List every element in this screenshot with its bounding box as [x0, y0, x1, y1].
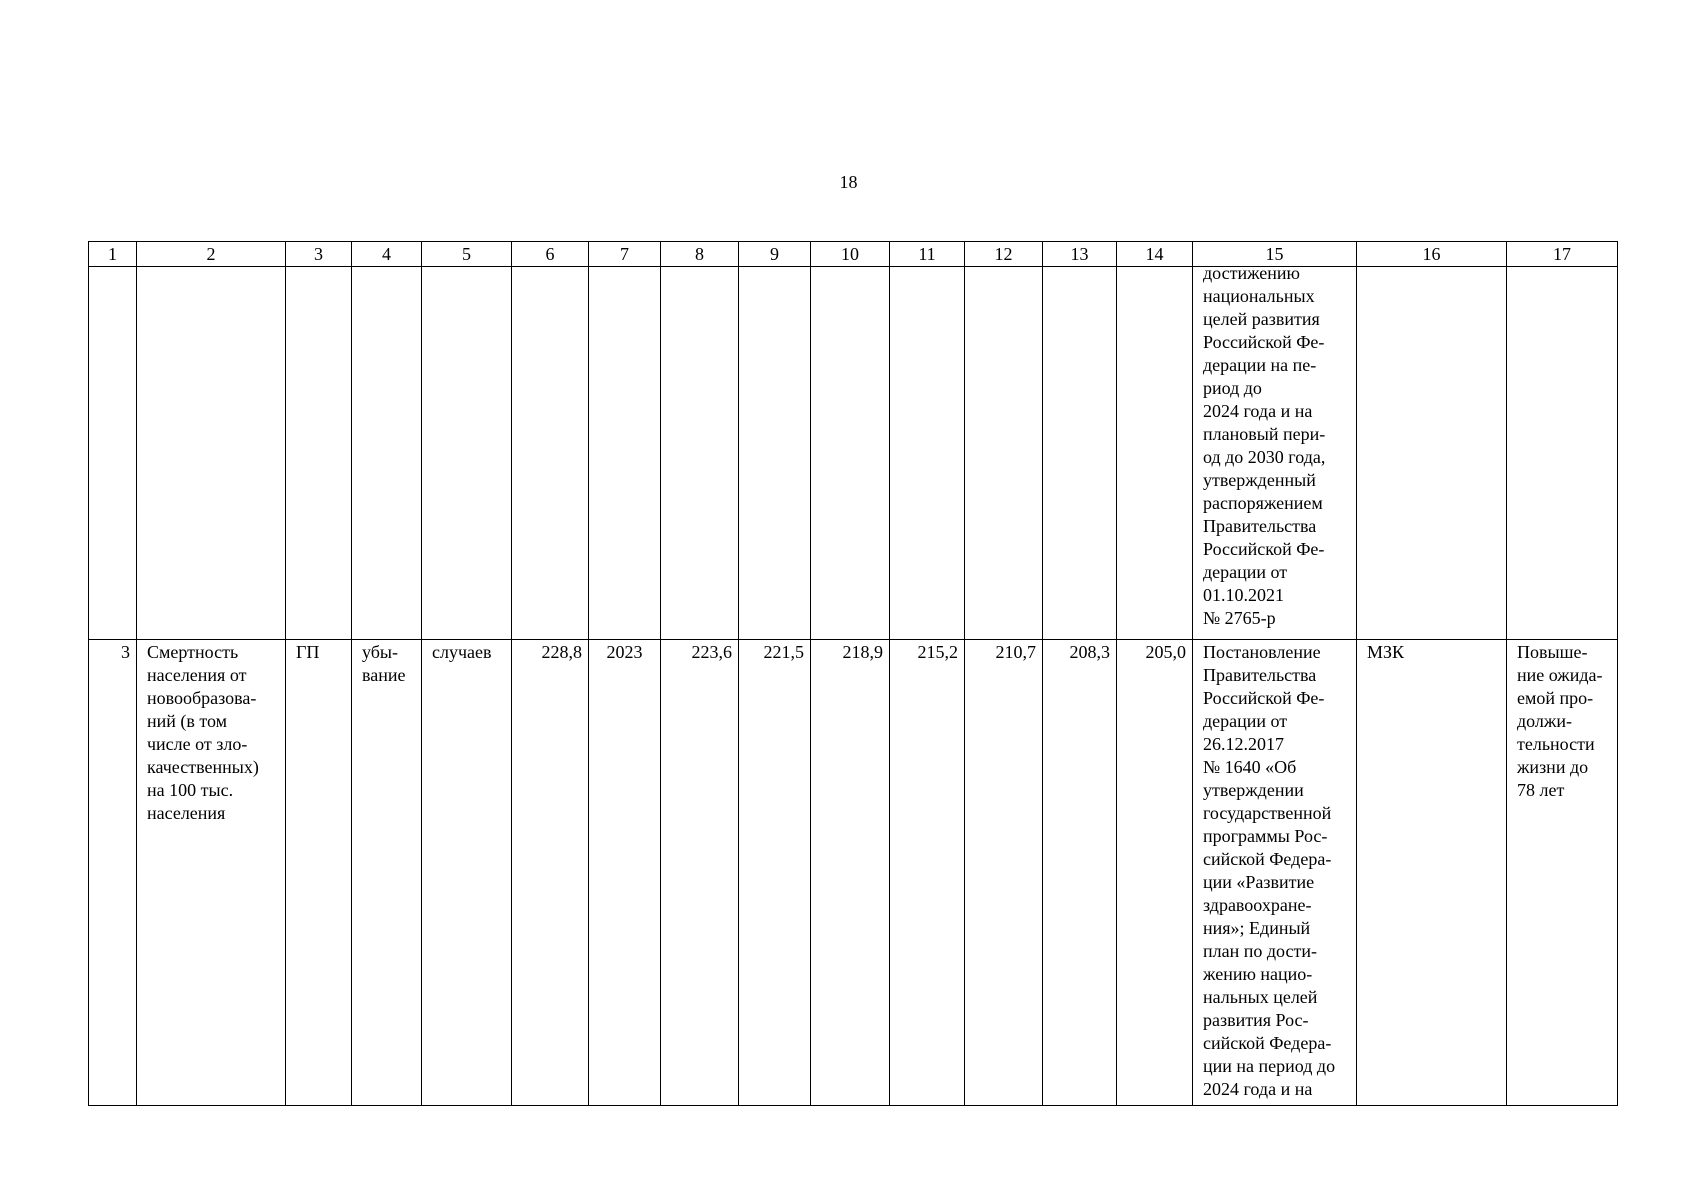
table-cell: [811, 267, 890, 640]
row-number: 3: [89, 640, 137, 1106]
header-cell: 6: [512, 242, 589, 267]
trend-text: [362, 641, 415, 687]
text-line: 26.12.2017: [1203, 734, 1284, 754]
value-cell: 218,9: [811, 640, 890, 1106]
value-cell: 208,3: [1043, 640, 1117, 1106]
legal-basis-cell: [1193, 267, 1357, 640]
text-line: национальных: [1203, 286, 1315, 306]
table-row: [89, 640, 1618, 1106]
header-cell: 7: [589, 242, 661, 267]
header-cell: 14: [1117, 242, 1193, 267]
header-cell: 11: [890, 242, 965, 267]
text-line: Повыше-: [1517, 642, 1588, 662]
text-line: числе от зло-: [147, 734, 248, 754]
base-year: 2023: [589, 640, 661, 1106]
text-line: сийской Федера-: [1203, 1033, 1332, 1053]
text-line: № 2765-р: [1203, 608, 1276, 628]
value-cell: 223,6: [661, 640, 739, 1106]
text-line: Смертность: [147, 642, 239, 662]
text-line: дерации от: [1203, 562, 1288, 582]
header-cell: 1: [89, 242, 137, 267]
text-line: Российской Фе-: [1203, 332, 1325, 352]
legal-basis-text: [1203, 267, 1350, 631]
table-row-continuation: [89, 267, 1618, 640]
header-cell: 2: [137, 242, 286, 267]
table-cell: [890, 267, 965, 640]
legal-basis-text: [1203, 641, 1350, 1101]
text-line: од до 2030 года,: [1203, 447, 1326, 467]
table-cell: [137, 267, 286, 640]
text-line: на 100 тыс.: [147, 780, 234, 800]
table-cell: [1043, 267, 1117, 640]
text-line: 78 лет: [1517, 780, 1565, 800]
text-line: здравоохране-: [1203, 895, 1312, 915]
text-line: утвержденный: [1203, 470, 1316, 490]
table-cell: [286, 267, 352, 640]
header-cell: 5: [422, 242, 512, 267]
text-line: ния»; Единый: [1203, 918, 1311, 938]
table-cell: [352, 267, 422, 640]
header-cell: 9: [739, 242, 811, 267]
table-cell: [422, 267, 512, 640]
value-cell: 205,0: [1117, 640, 1193, 1106]
text-line: целей развития: [1203, 309, 1320, 329]
table-cell: [965, 267, 1043, 640]
value-cell: 221,5: [739, 640, 811, 1106]
table-cell: [1117, 267, 1193, 640]
header-cell: 4: [352, 242, 422, 267]
trend-cell: [352, 640, 422, 1106]
text-line: достижению: [1203, 266, 1300, 283]
text-line: новообразова-: [147, 688, 257, 708]
table-cell: [89, 267, 137, 640]
table-cell: [1357, 267, 1507, 640]
text-line: жению нацио-: [1203, 964, 1313, 984]
header-cell: 16: [1357, 242, 1507, 267]
text-line: Российской Фе-: [1203, 688, 1325, 708]
text-line: утверждении: [1203, 780, 1304, 800]
level-cell: ГП: [286, 640, 352, 1106]
indicator-name-text: [147, 641, 279, 825]
text-line: нальных целей: [1203, 987, 1318, 1007]
unit-cell: случаев: [422, 640, 512, 1106]
text-line: ции «Развитие: [1203, 872, 1315, 892]
legal-basis-cell: [1193, 640, 1357, 1106]
table-cell: [589, 267, 661, 640]
text-line: план по дости-: [1203, 941, 1317, 961]
text-line: развития Рос-: [1203, 1010, 1309, 1030]
text-line: дерации от: [1203, 711, 1288, 731]
text-line: населения: [147, 803, 226, 823]
header-cell: 13: [1043, 242, 1117, 267]
indicator-name: [137, 640, 286, 1106]
table-cell: [512, 267, 589, 640]
text-line: дерации на пе-: [1203, 355, 1317, 375]
table-cell: [739, 267, 811, 640]
text-line: Правительства: [1203, 665, 1317, 685]
text-line: 2024 года и на: [1203, 1079, 1313, 1099]
indicators-table: [88, 241, 1618, 1106]
text-line: № 1640 «Об: [1203, 757, 1297, 777]
text-line: плановый пери-: [1203, 424, 1326, 444]
table-header-row: [89, 242, 1618, 267]
text-line: вание: [362, 665, 406, 685]
base-value: 228,8: [512, 640, 589, 1106]
text-line: жизни до: [1517, 757, 1589, 777]
text-line: тельности: [1517, 734, 1595, 754]
text-line: риод до: [1203, 378, 1262, 398]
header-cell: 12: [965, 242, 1043, 267]
goal-link-text: [1517, 641, 1611, 802]
page-number: 18: [839, 172, 858, 192]
text-line: населения от: [147, 665, 247, 685]
text-line: 01.10.2021: [1203, 585, 1284, 605]
header-cell: 10: [811, 242, 890, 267]
text-line: ний (в том: [147, 711, 228, 731]
header-cell: 17: [1507, 242, 1618, 267]
value-cell: 215,2: [890, 640, 965, 1106]
text-line: Постановление: [1203, 642, 1321, 662]
header-cell: 8: [661, 242, 739, 267]
text-line: Российской Фе-: [1203, 539, 1325, 559]
goal-link-cell: [1507, 640, 1618, 1106]
table-cell: [1507, 267, 1618, 640]
value-cell: 210,7: [965, 640, 1043, 1106]
table-cell: [661, 267, 739, 640]
responsible-cell: МЗК: [1357, 640, 1507, 1106]
header-cell: 3: [286, 242, 352, 267]
text-line: ции на период до: [1203, 1056, 1336, 1076]
header-cell: 15: [1193, 242, 1357, 267]
text-line: распоряжением: [1203, 493, 1323, 513]
text-line: сийской Федера-: [1203, 849, 1332, 869]
text-line: ние ожида-: [1517, 665, 1603, 685]
text-line: программы Рос-: [1203, 826, 1328, 846]
text-line: должи-: [1517, 711, 1572, 731]
text-line: 2024 года и на: [1203, 401, 1313, 421]
text-line: убы-: [362, 642, 399, 662]
text-line: емой про-: [1517, 688, 1594, 708]
text-line: Правительства: [1203, 516, 1317, 536]
text-line: государственной: [1203, 803, 1332, 823]
text-line: качественных): [147, 757, 259, 777]
